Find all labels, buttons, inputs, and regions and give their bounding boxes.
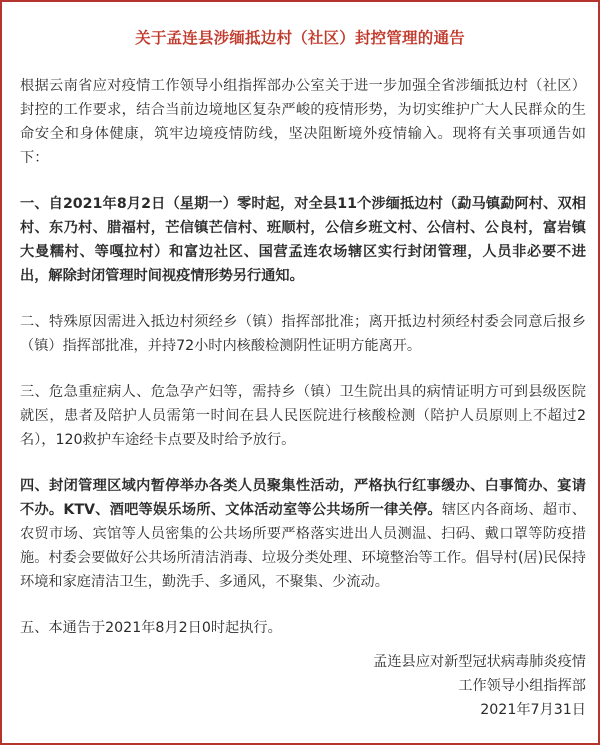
notice-title: 关于孟连县涉缅抵边村（社区）封控管理的通告	[135, 29, 465, 47]
item-5-paragraph: 五、本通告于2021年8月2日0时起执行。	[20, 620, 282, 636]
signature-org-line-1: 孟连县应对新型冠状病毒肺炎疫情	[373, 654, 586, 670]
notice-body	[20, 74, 586, 662]
signature-block	[373, 650, 586, 722]
item-4-bold-text: 四、封闭管理区域内暂停举办各类人员聚集性活动，严格执行红事缓办、白事简办、宴请不办。KTV、酒吧等娱乐场所、文体活动室等公共场所一律关停。	[20, 478, 586, 518]
item-2-paragraph: 二、特殊原因需进入抵边村须经乡（镇）指挥部批准；离开抵边村须经村委会同意后报乡（镇）指挥部批准，并持72小时内核酸检测阴性证明方能离开。	[20, 314, 586, 354]
item-4-regular-text: 辖区内各商场、超市、农贸市场、宾馆等人员密集的公共场所要严格落实进出人员测温、扫码、戴口罩等防疫措施。村委会要做好公共场所清洁消毒、垃圾分类处理、环境整治等工作。倡导村(居)民保持环境和家庭清洁卫生，勤洗手、多通风，不聚集、少流动。	[20, 502, 586, 590]
intro-paragraph: 根据云南省应对疫情工作领导小组指挥部办公室关于进一步加强全省涉缅抵边村（社区）封控的工作要求，结合当前边境地区复杂严峻的疫情形势，为切实维护广大人民群众的生命安全和身体健康，筑牢边境疫情防线，坚决阻断境外疫情输入。现将有关事项通告如下：	[20, 78, 586, 166]
signature-org-line-2: 工作领导小组指挥部	[458, 678, 586, 694]
item-4-paragraph	[20, 474, 586, 594]
item-3-paragraph: 三、危急重症病人、危急孕产妇等，需持乡（镇）卫生院出具的病情证明方可到县级医院就医，患者及陪护人员需第一时间在县人民医院进行核酸检测（陪护人员原则上不超过2名），120救护车途经卡点要及时给予放行。	[20, 384, 586, 448]
signature-date: 2021年7月31日	[480, 702, 586, 718]
item-1-paragraph: 一、自2021年8月2日（星期一）零时起，对全县11个涉缅抵边村（勐马镇勐阿村、双相村、东乃村、腊福村，芒信镇芒信村、班顺村，公信乡班文村、公信村、公良村，富岩镇大曼糯村、等嘎拉村）和富边社区、国营孟连农场辖区实行封闭管理，人员非必要不进出，解除封闭管理时间视疫情形势另行通知。	[20, 196, 586, 284]
